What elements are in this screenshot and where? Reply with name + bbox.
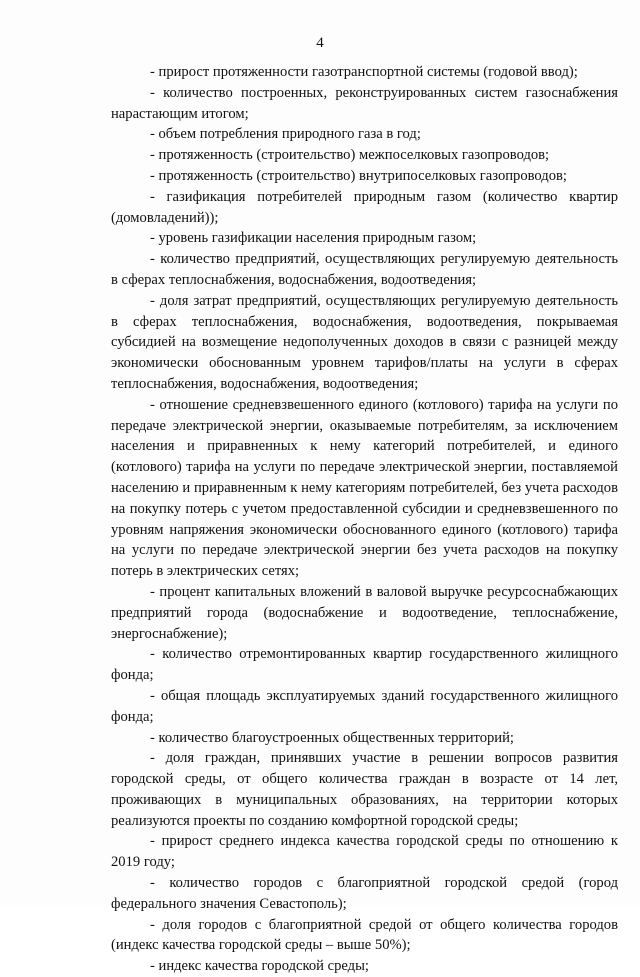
document-body xyxy=(111,62,618,977)
paragraph: - индекс качества городской среды; xyxy=(150,958,369,975)
paragraph: - количество городов с благоприятной городской средой (город федерального значения Севастополь); xyxy=(111,875,618,912)
paragraph: - доля граждан, принявших участие в решении вопросов развития городской среды, от общего количества граждан в возрасте от 14 лет, проживающих в муниципальных образованиях, на территории которых реализуются проекты по созданию комфортной городской среды; xyxy=(111,750,618,829)
paragraph: - процент капитальных вложений в валовой выручке ресурсоснабжающих предприятий города (водоснабжение и водоотведение, теплоснабжение, энергоснабжение); xyxy=(111,583,618,642)
paragraph: - прирост протяженности газотранспортной системы (годовой ввод); xyxy=(150,64,578,80)
paragraph: - протяженность (строительство) внутрипоселковых газопроводов; xyxy=(150,167,567,184)
page-number: 4 xyxy=(316,35,324,51)
paragraph: - количество отремонтированных квартир государственного жилищного фонда; xyxy=(111,646,618,684)
paragraph: - доля городов с благоприятной средой от общего количества городов (индекс качества городской среды – выше 50%); xyxy=(111,916,618,954)
paragraph: - прирост среднего индекса качества городской среды по отношению к 2019 году; xyxy=(111,833,618,871)
paragraph: - отношение средневзвешенного единого (котлового) тарифа на услуги по передаче электрической энергии, оказываемые потребителям, за исключением населения и приравненных к нему категорий потребителей, и единого (котлового) тарифа на услуги по передаче электрической энергии, поставляемой населению и приравненным к нему категориям потребителей, без учета расходов на покупку потерь с учетом предоставленной субсидии и средневзвешенного по уровням напряжения экономически обоснованного единого (котлового) тарифа на услуги по передаче электрической энергии без учета расходов на покупку потерь в электрических сетях; xyxy=(111,396,618,580)
paragraph: - объем потребления природного газа в год; xyxy=(150,126,421,143)
paragraph: - количество благоустроенных общественных территорий; xyxy=(150,729,514,746)
paragraph: - доля затрат предприятий, осуществляющих регулируемую деятельность в сферах теплоснабжения, водоснабжения, водоотведения, покрываемая субсидией на возмещение недополученных доходов в связи с разницей между экономически обоснованным уровнем тарифов/платы на услуги в сферах теплоснабжения, водоснабжения, водоотведения; xyxy=(111,292,618,392)
paragraph: - уровень газификации населения природным газом; xyxy=(150,230,477,247)
paragraph: - количество построенных, реконструированных систем газоснабжения нарастающим итогом; xyxy=(111,84,618,122)
paragraph: - газификация потребителей природным газом (количество квартир (домовладений)); xyxy=(111,188,618,226)
paragraph: - общая площадь эксплуатируемых зданий государственного жилищного фонда; xyxy=(111,687,618,725)
paragraph: - количество предприятий, осуществляющих регулируемую деятельность в сферах теплоснабжения, водоснабжения, водоотведения; xyxy=(111,251,618,288)
paragraph: - протяженность (строительство) межпоселковых газопроводов; xyxy=(150,147,550,164)
